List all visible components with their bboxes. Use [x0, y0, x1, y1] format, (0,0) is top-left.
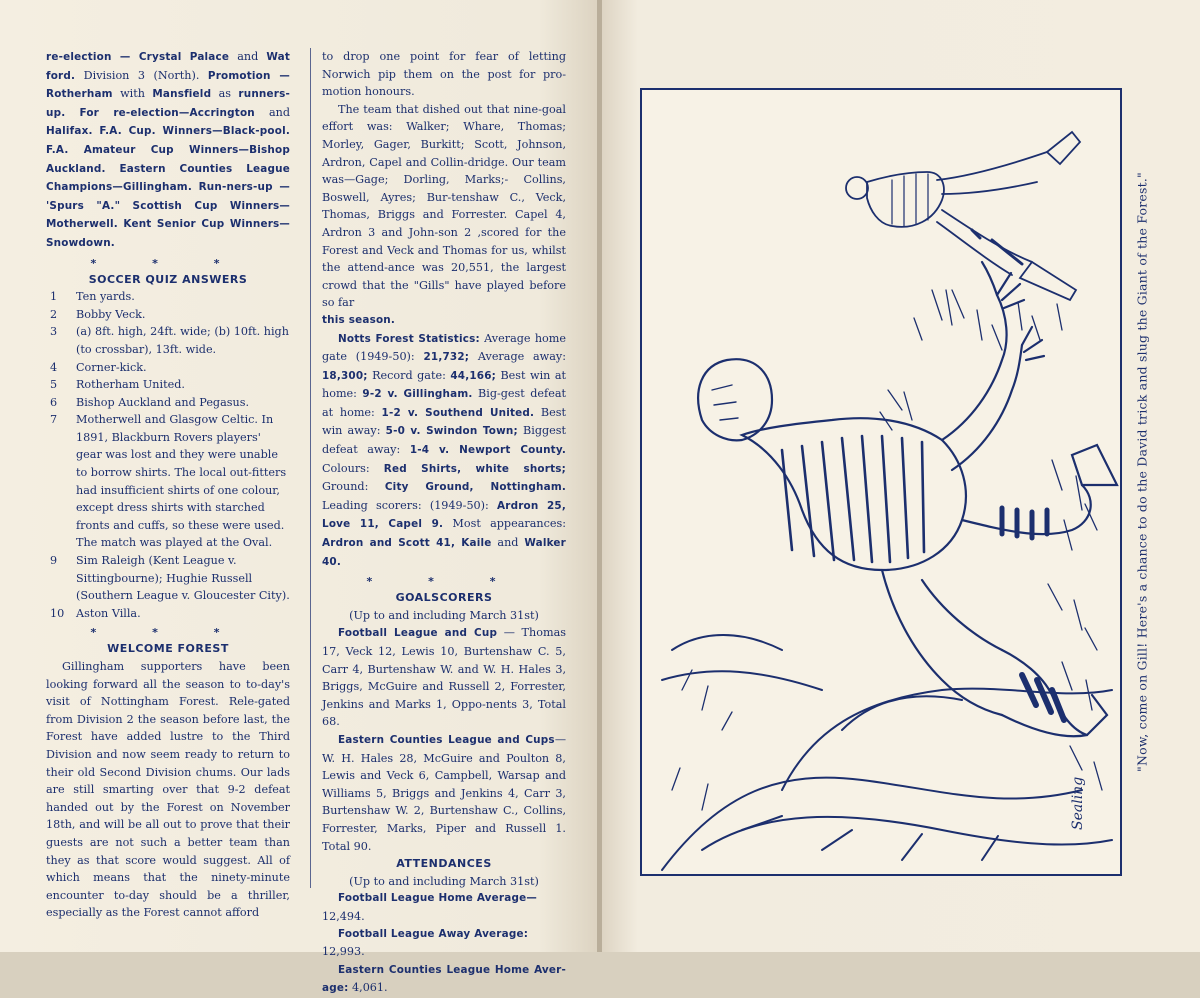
- text-run: Best win away:: [322, 405, 566, 438]
- eastern-counties-label: Eastern Counties League and Cups: [338, 733, 555, 746]
- quiz-answer-number: 5: [50, 378, 58, 392]
- text-run: with: [112, 87, 153, 101]
- text-run: Biggest defeat away:: [322, 424, 567, 457]
- quiz-answer-text: Corner-kick.: [76, 360, 147, 374]
- quiz-answer: [46, 288, 290, 306]
- text-run: and: [229, 50, 267, 63]
- eastern-counties-scorers: [322, 731, 566, 855]
- quiz-answer-text: Motherwell and Glasgow Celtic. In 1891, Blackburn Rovers players' gear was lost and they were unable to borrow shirts. The local out-fitters had insufficient shirts of one colour, except dress shirts with starched fronts and cuffs, so these were used. The match was played at the Oval.: [76, 413, 287, 550]
- text-run: City Ground, Nottingham.: [384, 481, 566, 494]
- quiz-answer: [46, 376, 290, 394]
- text-run: runners-up.: [46, 88, 290, 119]
- left-page: [0, 0, 598, 995]
- text-run: and: [491, 536, 525, 550]
- divider-stars: * * *: [90, 626, 246, 640]
- welcome-text: Gillingham supporters have been looking forward all the season to to-day's visit of Nottingham Forest. Rele-gated from Division 2 the season before last, the Forest have added lustre to the Third Division and now seem ready to return to their old Second Division chums. Our lads are still smarting over that 9-2 defeat handed out by the Forest on November 18th, and will be all out to prove that their guests are not such a better team than they as that score would suggest. All of which means that the ninety-minute encounter to-day should be a thriller, especially as the Forest cannot afford: [46, 660, 290, 920]
- left-column: [46, 48, 290, 922]
- cartoon-illustration: [640, 88, 1122, 876]
- home-average-label: Football League Home Average—: [338, 892, 537, 905]
- welcome-heading: WELCOME FOREST: [107, 642, 229, 656]
- quiz-answer-text: Bobby Veck.: [76, 307, 146, 321]
- text-run: Promotion —Rotherham: [46, 69, 290, 101]
- eastern-counties-scorers-text: — W. H. Hales 28, McGuire and Poulton 8, Lewis and Veck 6, Campbell, Warsap and Williams 5, Briggs and Jenkins 4, Carr 3, Burtenshaw W. 2, Burtenshaw C., Collins, Forrester, Marks, Piper and Russell 1. Total 90.: [322, 732, 566, 853]
- grass-strokes: [672, 290, 1102, 810]
- quiz-answer: [46, 552, 290, 605]
- text-run: 44,166;: [450, 369, 496, 382]
- text-run: Halifax. F.A. Cup. Winners—Black-pool. F.A. Amateur Cup Winners—Bishop Auckland. Eastern Counties League Champions—Gillingham. Run-ners-up — 'Spurs "A." Scottish Cup Winners—Motherwell. Kent Senior Cup Winners—Snowdown.: [46, 125, 290, 249]
- quiz-heading: SOCCER QUIZ ANSWERS: [88, 272, 248, 286]
- text-run: 1-2 v. Southend United.: [381, 406, 535, 419]
- text-run: Ground:: [322, 480, 385, 494]
- attendances-heading: ATTENDANCES: [396, 857, 492, 871]
- quiz-answer: [46, 605, 290, 623]
- quiz-answer-number: 9: [50, 554, 58, 568]
- results-paragraph: [46, 48, 290, 253]
- text-run: Best win at home:: [322, 368, 566, 401]
- text-run: 5-0 v. Swindon Town;: [385, 425, 518, 438]
- quiz-answer: [46, 394, 290, 412]
- text-run: Average away:: [469, 350, 566, 364]
- artist-signature: Sealing: [1070, 776, 1086, 830]
- team-text-end: this season.: [322, 313, 396, 326]
- text-run: and: [254, 105, 290, 119]
- text-run: Ardron 25, Love 11, Capel 9.: [322, 499, 566, 531]
- divider-stars: * * *: [90, 256, 246, 270]
- quiz-answer-text: (a) 8ft. high, 24ft. wide; (b) 10ft. high (to crossbar), 13ft. wide.: [76, 325, 289, 356]
- right-column: [322, 48, 566, 998]
- quiz-answer: [46, 411, 290, 552]
- tree-branches: [662, 635, 1112, 870]
- text-run: For re-election—Accrington: [79, 106, 255, 119]
- text-run: 21,732;: [423, 351, 470, 364]
- text-run: Average home gate (1949-50):: [322, 331, 566, 364]
- quiz-answer-text: Sim Raleigh (Kent League v. Sittingbourne); Hughie Russell (Southern League v. Gloucester City).: [76, 554, 290, 603]
- text-run: Record gate:: [367, 368, 451, 382]
- ec-home-average-label: Eastern Counties League Home Aver-age:: [322, 963, 566, 995]
- main-player: [698, 262, 1117, 736]
- away-average-label: Football League Away Average:: [338, 927, 529, 940]
- text-run: Mansfield: [152, 88, 212, 101]
- cartoon-drawing: [642, 90, 1120, 874]
- away-average-value: 12,993.: [322, 945, 365, 959]
- quiz-answers-list: [46, 288, 290, 622]
- text-run: Colours:: [322, 461, 384, 475]
- text-run: Most appearances:: [443, 517, 566, 531]
- text-run: 18,300;: [322, 369, 368, 382]
- divider-stars: * * *: [366, 575, 522, 589]
- text-run: 1-4 v. Newport County.: [409, 444, 567, 457]
- football-league-scorers-text: — Thomas 17, Veck 12, Lewis 10, Burtenshaw C. 5, Carr 4, Burtenshaw W. and W. H. Hales 3, Briggs, McGuire and Russell 2, Forrester, Jenkins and Marks 1, Oppo-nents 3, Total 68.: [322, 626, 566, 729]
- goalscorers-subtitle: (Up to and including March 31st): [349, 608, 539, 622]
- football-league-label: Football League and Cup: [338, 627, 498, 640]
- quiz-answer: [46, 359, 290, 377]
- ec-home-average-value: 4,061.: [352, 981, 388, 995]
- team-text: The team that dished out that nine-goal effort was: Walker; Whare, Thomas; Morley, Gager, Burkitt; Scott, Johnson, Ardron, Capel and Collin-dridge. Our team was—Gage; Dorling, Marks;- Collins, Boswell, Ayres; Bur-tenshaw C., Veck, Thomas, Briggs and Forrester. Capel 4, Ardron 3 and John-son 2 ,scored for the Forest and Veck and Thomas for us, whilst the attend-ance was 20,551, the largest crowd that the "Gills" have played before so far: [322, 102, 566, 310]
- text-run: re-election — Crystal Palace: [46, 51, 230, 63]
- quiz-answer-text: Rotherham United.: [76, 378, 185, 392]
- quiz-answer-text: Ten yards.: [76, 290, 135, 304]
- text-run: Ardron and Scott 41, Kaile: [322, 537, 492, 550]
- quiz-answer: [46, 323, 290, 358]
- quiz-answer: [46, 306, 290, 324]
- quiz-answer-number: 7: [50, 413, 58, 427]
- text-run: as: [211, 87, 239, 101]
- quiz-answer-text: Bishop Auckland and Pegasus.: [76, 395, 250, 409]
- quiz-answer-number: 4: [50, 360, 58, 374]
- quiz-answer-number: 6: [50, 395, 58, 409]
- text-run: 9-2 v. Gillingham.: [362, 388, 473, 401]
- text-run: [65, 106, 79, 119]
- home-average-value: 12,494.: [322, 909, 365, 923]
- continued-text: to drop one point for fear of letting Norwich pip them on the post for pro-motion honours.: [322, 50, 566, 99]
- text-run: Division 3 (North).: [75, 68, 208, 82]
- forest-statistics: [322, 330, 566, 572]
- quiz-answer-number: 1: [50, 290, 58, 304]
- quiz-answer-text: Aston Villa.: [76, 606, 141, 620]
- column-rule: [310, 48, 311, 888]
- cartoon-caption-text: "Now, come on Gill! Here's a chance to do the David trick and slug the Giant of the Forest.": [1134, 172, 1150, 772]
- quiz-answer-number: 10: [50, 606, 65, 620]
- goalscorers-heading: GOALSCORERS: [395, 591, 493, 605]
- quiz-answer-number: 2: [50, 307, 58, 321]
- eastern-counties-home-average: [322, 961, 566, 998]
- distant-player: [846, 132, 1080, 300]
- text-run: Leading scorers: (1949-50):: [322, 498, 498, 512]
- football-league-scorers: [322, 624, 566, 731]
- attendances-subtitle: (Up to and including March 31st): [349, 874, 539, 888]
- quiz-answer-number: 3: [50, 325, 58, 339]
- text-run: Wat ford.: [46, 51, 290, 82]
- text-run: Red Shirts, white shorts;: [383, 462, 567, 475]
- text-run: Big-gest defeat at home:: [322, 387, 566, 419]
- text-run: Notts Forest Statistics:: [338, 332, 480, 345]
- text-run: Walker 40.: [322, 537, 566, 568]
